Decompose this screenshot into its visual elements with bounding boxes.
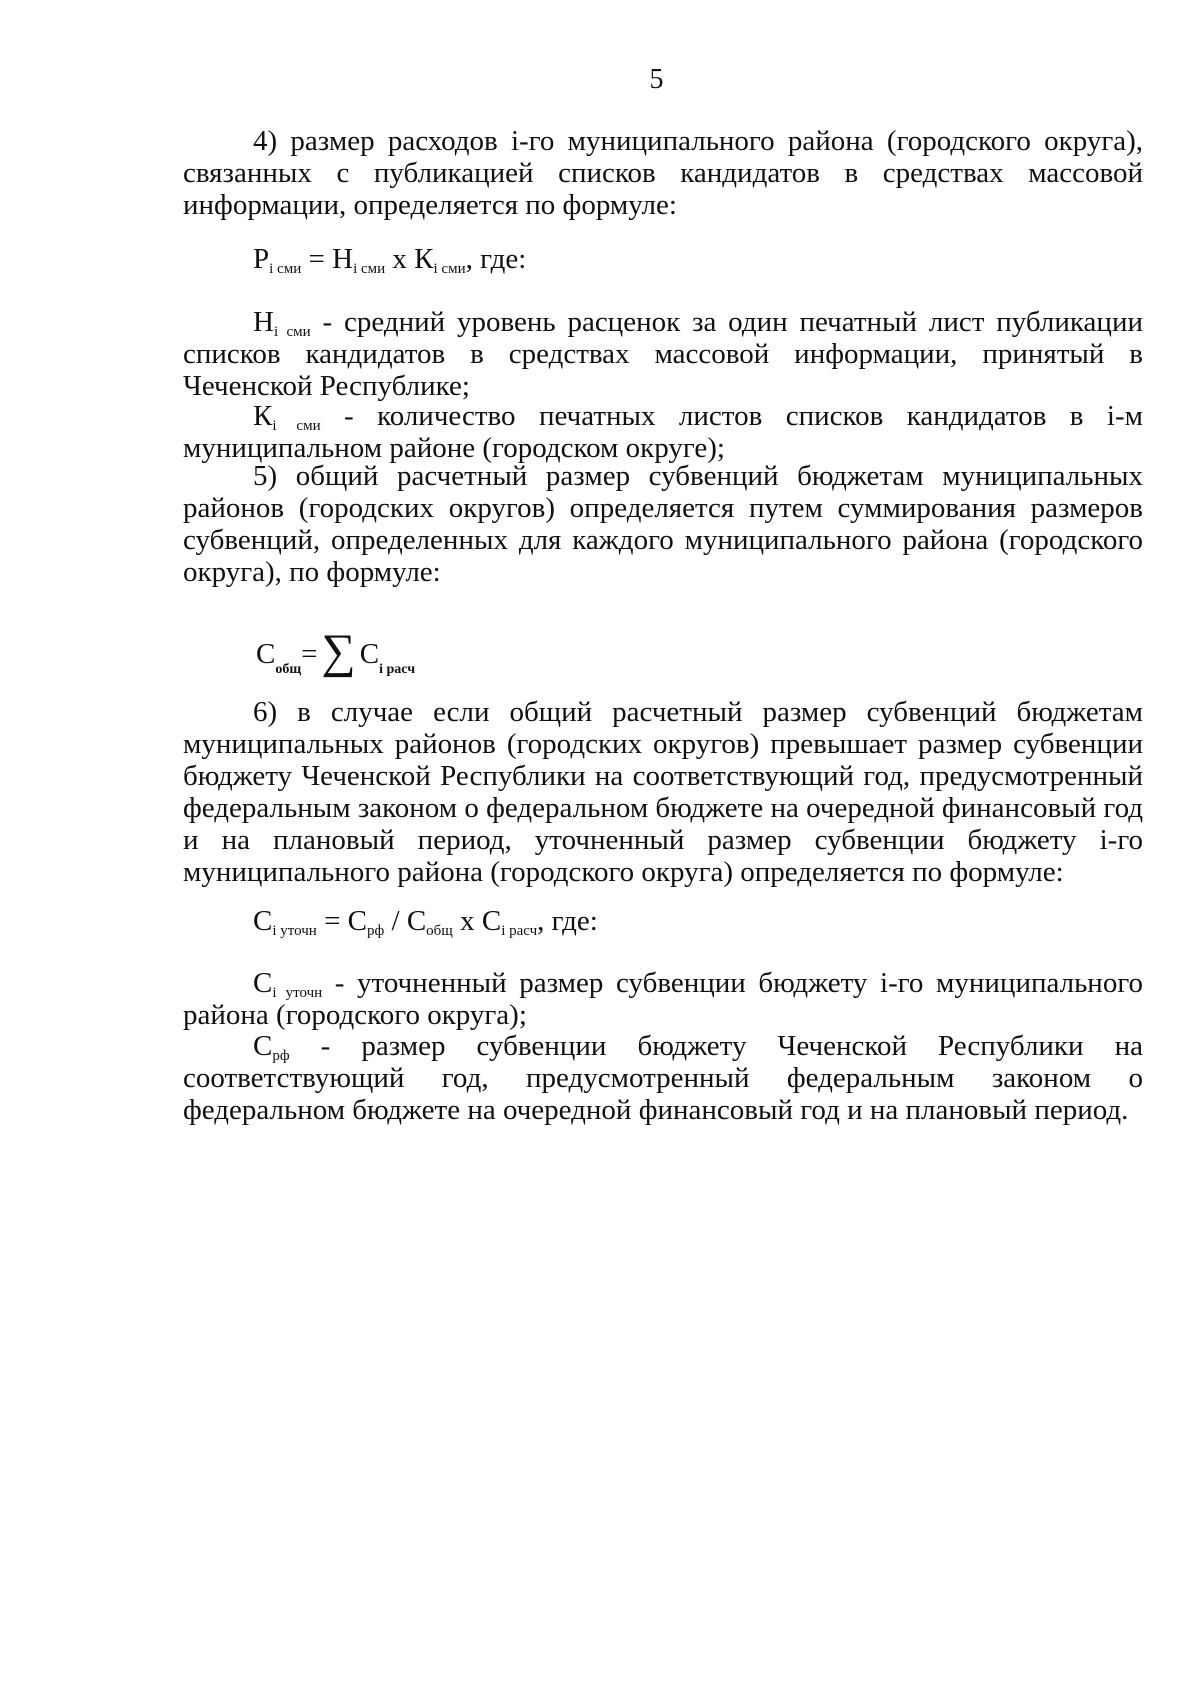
definition-symbol: С [253, 1030, 273, 1062]
formula-tail: , где: [537, 905, 598, 937]
formula-symbol: С [256, 638, 276, 670]
formula-operator: = [316, 905, 348, 937]
definition-c-rf [183, 1030, 1143, 1126]
page-number: 5 [649, 64, 664, 95]
definition-symbol: К [253, 400, 273, 432]
formula-c-utochn [183, 905, 1143, 937]
paragraph-6 [183, 696, 1143, 888]
definition-subscript: i сми [273, 324, 311, 340]
paragraph-4 [183, 125, 1143, 221]
formula-symbol: К [414, 243, 434, 275]
paragraph-4-text: 4) размер расходов i-го муниципального района (городского округа), связанных с публикацией списков кандидатов в средствах массовой информации, определяется по формуле: [183, 125, 1143, 221]
formula-operator: = [301, 638, 318, 670]
formula-operator: = [301, 243, 333, 275]
formula-operator: / [384, 905, 407, 937]
formula-symbol: С [406, 905, 427, 937]
formula-subscript: рф [367, 923, 385, 939]
formula-operator: x [452, 905, 482, 937]
formula-operator: x [385, 243, 415, 275]
paragraph-5-text: 5) общий расчетный размер субвенций бюджетам муниципальных районов (городских округов) определяется путем суммирования размеров субвенций, определенных для каждого муниципального района (городского округа), по формуле: [183, 460, 1143, 588]
definition-k-smi [183, 400, 1143, 464]
definition-symbol: С [253, 967, 273, 999]
paragraph-6-text: 6) в случае если общий расчетный размер субвенций бюджетам муниципальных районов (городских округов) превышает размер субвенции бюджету Чеченской Республики на соответствующий год, предусмотренный федеральным законом о федеральном бюджете на очередной финансовый год и на плановый период, уточненный размер субвенции бюджету i-го муниципального района (городского округа) определяется по формуле: [183, 696, 1143, 888]
definition-text: - размер субвенции бюджету Чеченской Республики на соответствующий год, предусмотренный федеральным законом о федеральном бюджете на очередной финансовый год и на плановый период. [183, 1030, 1143, 1126]
formula-tail: , где: [465, 243, 527, 275]
formula-sum: С общ = ∑ С i расч [256, 625, 416, 678]
definition-text: - средний уровень расценок за один печатный лист публикации списков кандидатов в средствах массовой информации, принятый в Чеченской Республике; [183, 306, 1143, 402]
sigma-symbol: ∑ [321, 625, 356, 678]
formula-symbol: Н [332, 243, 354, 275]
definition-text: - уточненный размер субвенции бюджету i-го муниципального района (городского округа); [183, 967, 1143, 1031]
definition-subscript: i уточн [272, 985, 323, 1001]
formula-subscript: i расч [501, 923, 538, 939]
definition-subscript: рф [272, 1048, 290, 1064]
definition-c-utochn [183, 967, 1143, 1031]
formula-subscript: общ [426, 923, 453, 939]
formula-subscript: i сми [353, 261, 386, 277]
formula-subscript: i уточн [272, 923, 317, 939]
definition-symbol: Н [253, 306, 274, 338]
definition-subscript: i сми [272, 418, 321, 434]
formula-symbol: С [481, 905, 502, 937]
definition-h-smi [183, 306, 1143, 402]
formula-subscript: i сми [269, 261, 302, 277]
definition-text: - количество печатных листов списков кандидатов в i-м муниципальном районе (городском округе); [183, 400, 1143, 464]
formula-symbol: P [253, 243, 270, 275]
formula-p-smi [183, 243, 1143, 275]
formula-symbol: С [359, 638, 380, 670]
paragraph-5 [183, 460, 1143, 588]
formula-symbol: С [253, 905, 273, 937]
formula-subscript: i сми [433, 261, 466, 277]
formula-symbol: С [347, 905, 368, 937]
